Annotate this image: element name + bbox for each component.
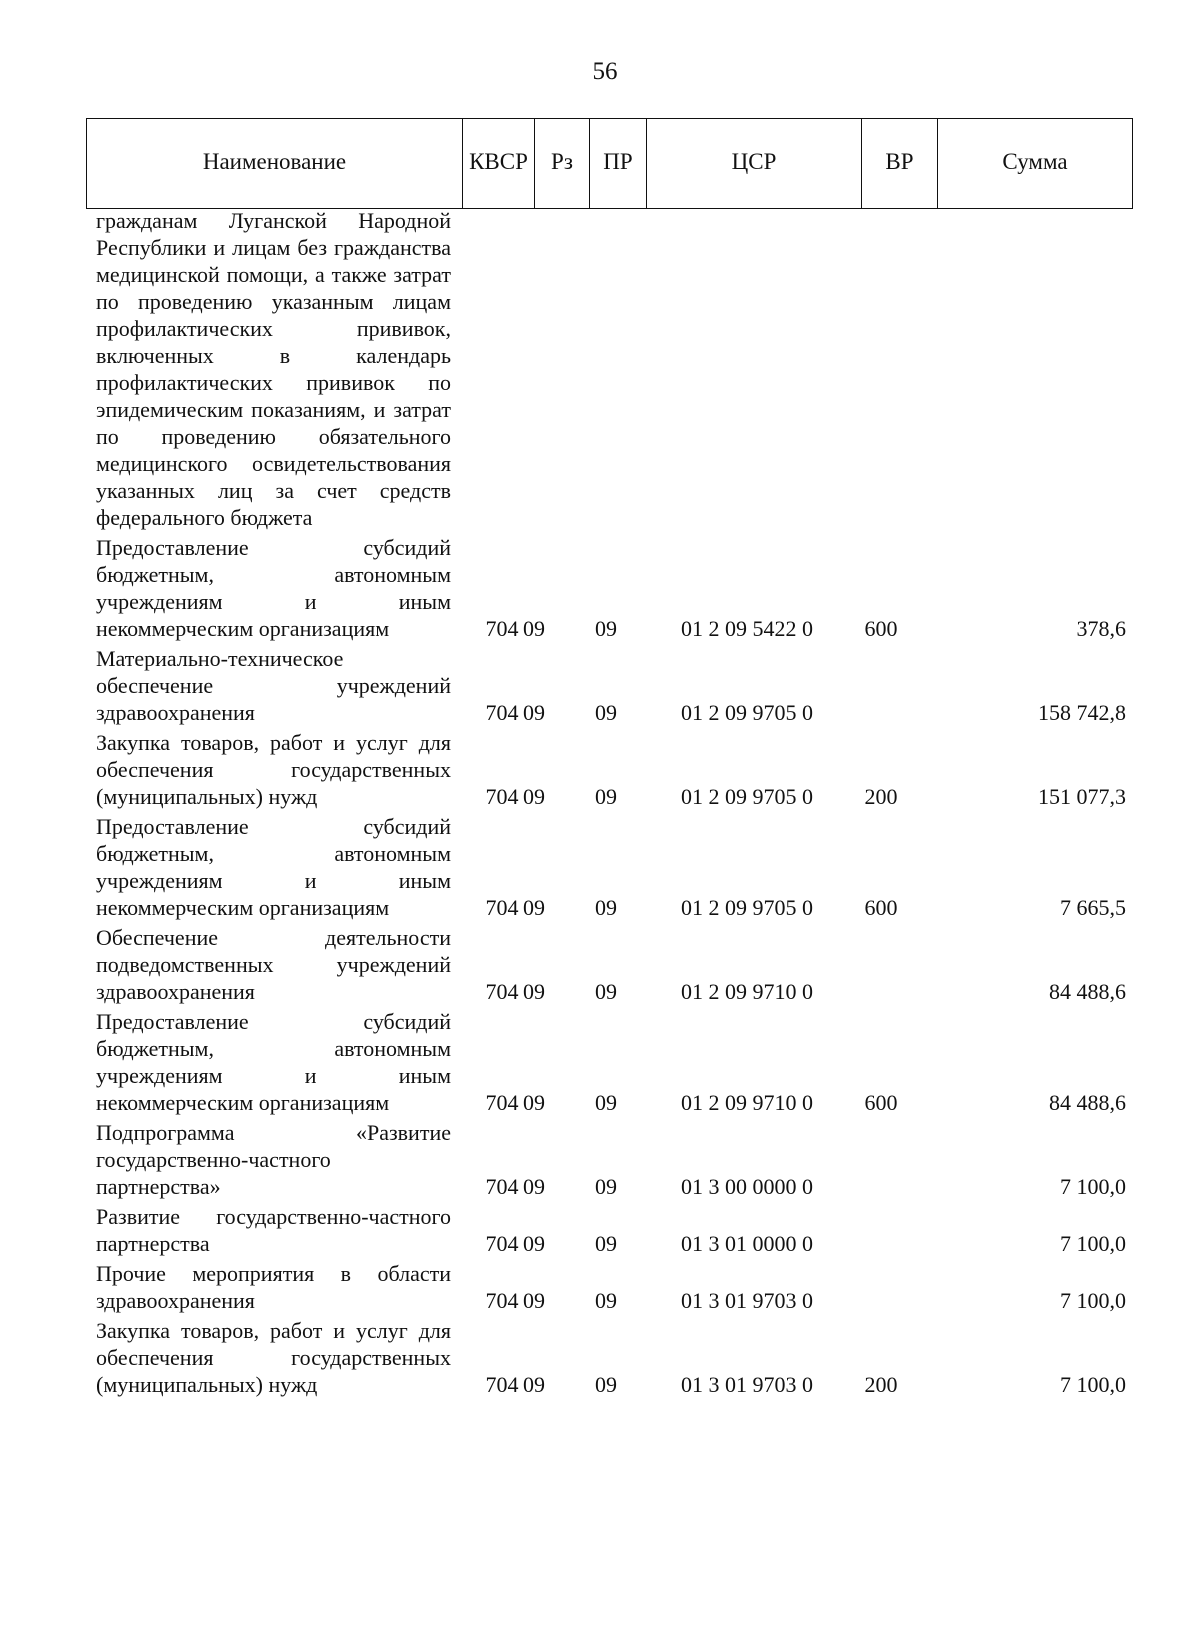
header-rz: Рз bbox=[535, 119, 590, 208]
row-kvsr: 704 bbox=[485, 1231, 519, 1256]
table-row bbox=[96, 729, 1126, 810]
row-kvsr: 704 bbox=[485, 1090, 519, 1115]
row-name: гражданам Луганской Народной Республики и лицам без гражданства медицинской помощи, а также затрат по проведению указанным лицам профилактических прививок, включенных в календарь профилактических прививок по эпидемическим показаниям, и затрат по проведению обязательного медицинского освидетельствования указанных лиц за счет средств федерального бюджета bbox=[96, 208, 451, 530]
row-pr: 09 bbox=[595, 700, 617, 725]
row-pr: 09 bbox=[595, 1231, 617, 1256]
row-vr: 200 bbox=[864, 784, 898, 809]
row-sum: 378,6 bbox=[1076, 616, 1126, 641]
row-name: Обеспечение деятельности подведомственных учреждений здравоохранения bbox=[96, 925, 451, 1004]
header-kvsr: КВСР bbox=[463, 119, 535, 208]
row-sum: 7 665,5 bbox=[1060, 895, 1126, 920]
row-csr: 01 2 09 9705 0 bbox=[681, 895, 813, 920]
row-csr: 01 2 09 9705 0 bbox=[681, 700, 813, 725]
table-row bbox=[96, 1203, 1126, 1257]
header-csr: ЦСР bbox=[647, 119, 862, 208]
row-kvsr: 704 bbox=[485, 895, 519, 920]
row-rz: 09 bbox=[523, 1231, 545, 1256]
row-kvsr: 704 bbox=[485, 700, 519, 725]
row-name: Предоставление субсидий бюджетным, автономным учреждениям и иным некоммерческим организациям bbox=[96, 814, 451, 920]
table-row bbox=[96, 207, 1126, 531]
row-csr: 01 3 01 9703 0 bbox=[681, 1372, 813, 1397]
row-kvsr: 704 bbox=[485, 979, 519, 1004]
row-kvsr: 704 bbox=[485, 1288, 519, 1313]
row-kvsr: 704 bbox=[485, 784, 519, 809]
header-sum: Сумма bbox=[1002, 148, 1068, 174]
row-vr: 200 bbox=[864, 1372, 898, 1397]
table-row bbox=[96, 645, 1126, 726]
row-vr: 600 bbox=[864, 616, 898, 641]
row-name: Закупка товаров, работ и услуг для обеспечения государственных (муниципальных) нужд bbox=[96, 1318, 451, 1397]
row-csr: 01 3 01 9703 0 bbox=[681, 1288, 813, 1313]
row-rz: 09 bbox=[523, 1372, 545, 1397]
row-csr: 01 3 00 0000 0 bbox=[681, 1174, 813, 1199]
row-pr: 09 bbox=[595, 616, 617, 641]
row-rz: 09 bbox=[523, 895, 545, 920]
row-sum: 151 077,3 bbox=[1038, 784, 1126, 809]
row-kvsr: 704 bbox=[485, 1372, 519, 1397]
row-csr: 01 3 01 0000 0 bbox=[681, 1231, 813, 1256]
row-sum: 7 100,0 bbox=[1060, 1231, 1126, 1256]
header-pr: ПР bbox=[590, 119, 647, 208]
header-name: Наименование bbox=[87, 119, 463, 208]
row-sum: 84 488,6 bbox=[1049, 979, 1126, 1004]
row-sum: 84 488,6 bbox=[1049, 1090, 1126, 1115]
row-kvsr: 704 bbox=[485, 616, 519, 641]
row-sum: 7 100,0 bbox=[1060, 1288, 1126, 1313]
row-csr: 01 2 09 5422 0 bbox=[681, 616, 813, 641]
row-pr: 09 bbox=[595, 1090, 617, 1115]
row-csr: 01 2 09 9710 0 bbox=[681, 979, 813, 1004]
row-sum: 7 100,0 bbox=[1060, 1372, 1126, 1397]
row-pr: 09 bbox=[595, 784, 617, 809]
table-body bbox=[96, 207, 1126, 1401]
row-pr: 09 bbox=[595, 1288, 617, 1313]
row-kvsr: 704 bbox=[485, 1174, 519, 1199]
row-rz: 09 bbox=[523, 616, 545, 641]
table-row bbox=[96, 1260, 1126, 1314]
row-name: Прочие мероприятия в области здравоохранения bbox=[96, 1261, 451, 1313]
row-name: Развитие государственно-частного партнерства bbox=[96, 1204, 451, 1256]
row-pr: 09 bbox=[595, 1174, 617, 1199]
row-pr: 09 bbox=[595, 895, 617, 920]
row-sum: 7 100,0 bbox=[1060, 1174, 1126, 1199]
row-sum: 158 742,8 bbox=[1038, 700, 1126, 725]
row-rz: 09 bbox=[523, 1090, 545, 1115]
row-vr: 600 bbox=[864, 895, 898, 920]
header-vr: ВР bbox=[862, 119, 938, 208]
row-csr: 01 2 09 9705 0 bbox=[681, 784, 813, 809]
row-rz: 09 bbox=[523, 700, 545, 725]
table-header bbox=[86, 118, 1133, 209]
row-vr: 600 bbox=[864, 1090, 898, 1115]
row-rz: 09 bbox=[523, 1288, 545, 1313]
row-name: Предоставление субсидий бюджетным, автономным учреждениям и иным некоммерческим организациям bbox=[96, 535, 451, 641]
row-name: Материально-техническое обеспечение учреждений здравоохранения bbox=[96, 646, 451, 725]
page-number: 56 bbox=[592, 58, 618, 85]
table-row bbox=[96, 1008, 1126, 1116]
row-pr: 09 bbox=[595, 979, 617, 1004]
row-rz: 09 bbox=[523, 979, 545, 1004]
row-name: Предоставление субсидий бюджетным, автономным учреждениям и иным некоммерческим организациям bbox=[96, 1009, 451, 1115]
row-pr: 09 bbox=[595, 1372, 617, 1397]
row-csr: 01 2 09 9710 0 bbox=[681, 1090, 813, 1115]
row-rz: 09 bbox=[523, 784, 545, 809]
table-row bbox=[96, 1119, 1126, 1200]
table-row bbox=[96, 924, 1126, 1005]
row-name: Закупка товаров, работ и услуг для обеспечения государственных (муниципальных) нужд bbox=[96, 730, 451, 809]
row-name: Подпрограмма «Развитие государственно-частного партнерства» bbox=[96, 1120, 451, 1199]
row-rz: 09 bbox=[523, 1174, 545, 1199]
table-row bbox=[96, 1317, 1126, 1398]
table-row bbox=[96, 534, 1126, 642]
table-row bbox=[96, 813, 1126, 921]
